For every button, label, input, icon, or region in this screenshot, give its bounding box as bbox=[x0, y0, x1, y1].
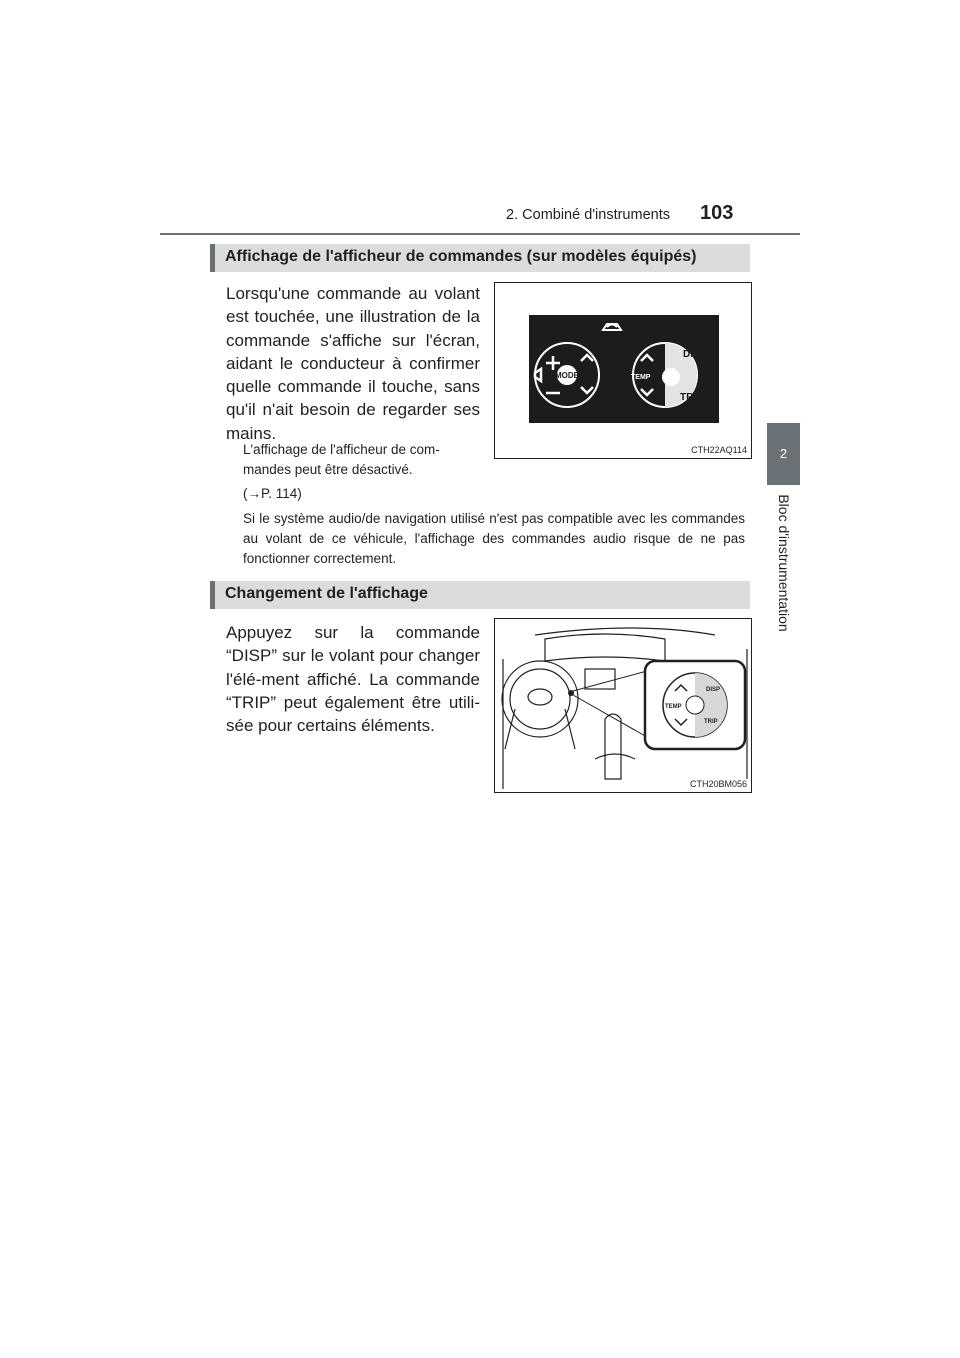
svg-text:MODE: MODE bbox=[555, 371, 579, 380]
heading-accent-bar bbox=[210, 244, 215, 272]
control-display-illustration bbox=[495, 283, 751, 458]
chapter-title: Bloc d'instrumentation bbox=[776, 494, 792, 632]
steering-wheel-illustration bbox=[495, 619, 751, 792]
section-heading-text: Affichage de l'afficheur de commandes (sur modèles équipés) bbox=[225, 248, 697, 265]
figure-code: CTH22AQ114 bbox=[691, 445, 747, 455]
note-compatibility: Si le système audio/de navigation utilisé n'est pas compatible avec les commandes au volant de ce véhicule, l'affichage des commandes audio risque de ne pas fonctionner correctement. bbox=[243, 511, 745, 566]
section2-paragraph: Appuyez sur la commande “DISP” sur le volant pour changer l'élé-ment affiché. La commande “TRIP” peut également être utili-sée pour certains éléments. bbox=[226, 623, 480, 736]
running-header-section: 2. Combiné d'instruments bbox=[506, 207, 670, 223]
chapter-title-vertical bbox=[770, 493, 798, 633]
section-heading-control-display bbox=[210, 244, 750, 272]
page-number: 103 bbox=[700, 202, 734, 224]
header-divider bbox=[160, 233, 800, 235]
svg-text:DISP: DISP bbox=[706, 687, 721, 693]
figure-code: CTH20BM056 bbox=[689, 779, 747, 789]
figure-control-display bbox=[494, 282, 752, 459]
note-disable-display: L'affichage de l'afficheur de com-mandes peut être désactivé. bbox=[243, 442, 440, 477]
note-page-reference[interactable]: (→P. 114) bbox=[243, 486, 302, 501]
svg-text:TRIP: TRIP bbox=[704, 719, 718, 725]
svg-text:TEMP: TEMP bbox=[665, 704, 682, 710]
svg-text:TEMP: TEMP bbox=[631, 374, 651, 381]
figure-steering-wheel bbox=[494, 618, 752, 793]
svg-text:DISP: DISP bbox=[683, 349, 707, 360]
section-heading-change-display bbox=[210, 581, 750, 609]
section-heading-text: Changement de l'affichage bbox=[225, 585, 428, 602]
svg-text:TRIP: TRIP bbox=[680, 392, 703, 403]
section1-paragraph: Lorsqu'une commande au volant est touchée, une illustration de la commande s'affiche sur l'écran, aidant le conducteur à confirmer quelle commande il touche, sans qu'il n'ait besoin de regarder ses mains. bbox=[226, 284, 480, 443]
heading-accent-bar bbox=[210, 581, 215, 609]
chapter-tab[interactable]: 2 bbox=[767, 423, 800, 485]
